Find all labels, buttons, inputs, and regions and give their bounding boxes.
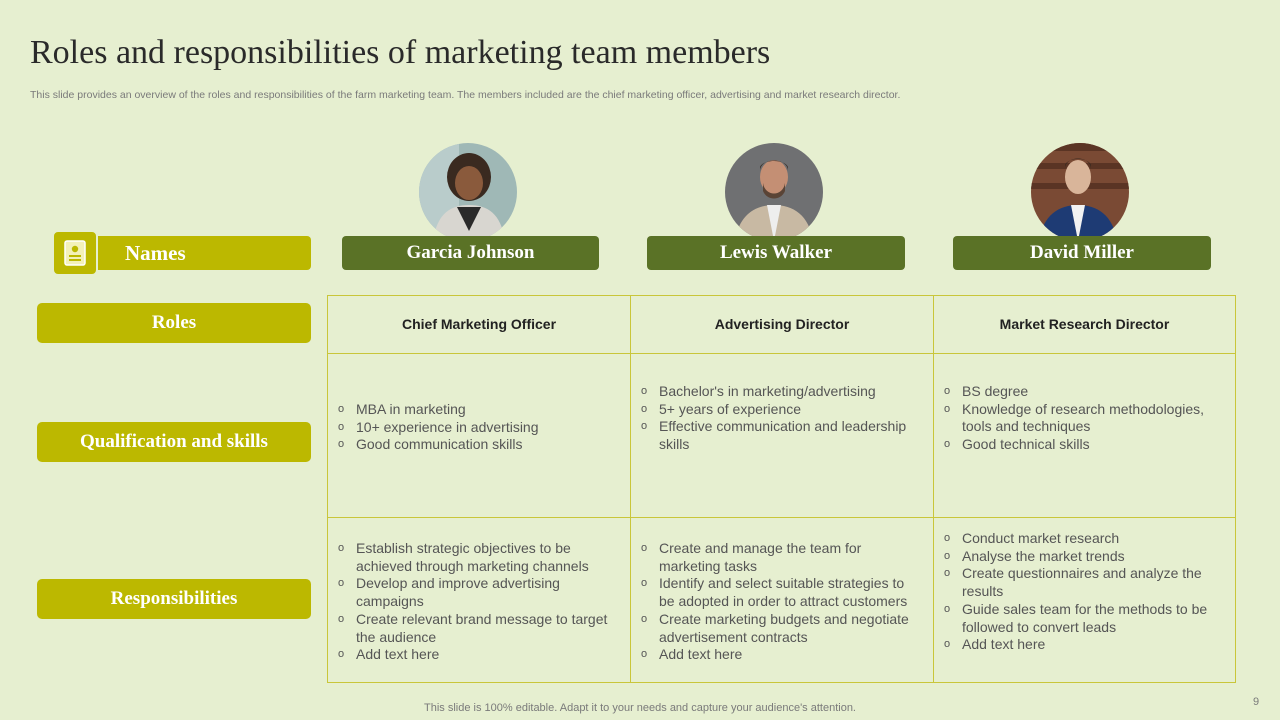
list-item: o Guide sales team for the methods to be followed to convert leads	[944, 601, 1223, 636]
qualification-list	[631, 383, 933, 454]
list-item: o MBA in marketing	[338, 401, 539, 419]
id-card-icon	[52, 230, 98, 276]
list-item: o Add text here	[338, 646, 618, 664]
list-item: o 10+ experience in advertising	[338, 419, 539, 437]
slide-footer: This slide is 100% editable. Adapt it to your needs and capture your audience's attention.	[424, 702, 856, 714]
team-table	[327, 295, 1236, 683]
list-item: o Add text here	[944, 636, 1223, 654]
slide-subtitle: This slide provides an overview of the roles and responsibilities of the farm marketing team. The members included are the chief marketing officer, advertising and market research director.	[30, 89, 901, 101]
list-item: o Create marketing budgets and negotiate advertisement contracts	[641, 611, 921, 646]
man-suit-photo-icon	[1031, 143, 1129, 241]
role-cell: Market Research Director	[934, 296, 1235, 354]
list-item: o Create relevant brand message to target the audience	[338, 611, 618, 646]
responsibilities-label: Responsibilities	[37, 579, 311, 619]
role-cell: Advertising Director	[631, 296, 934, 354]
list-item: o Add text here	[641, 646, 921, 664]
list-item: o Good communication skills	[338, 436, 539, 454]
member-name-pill: Lewis Walker	[647, 236, 905, 270]
list-item: o 5+ years of experience	[641, 401, 921, 419]
avatar-garcia-johnson	[419, 143, 517, 241]
qualification-cell	[328, 354, 631, 518]
list-item: o Develop and improve advertising campaigns	[338, 575, 618, 610]
responsibilities-list	[328, 540, 630, 664]
list-item: o Conduct market research	[944, 530, 1223, 548]
avatar-lewis-walker	[725, 143, 823, 241]
responsibilities-list	[631, 540, 933, 664]
qualification-cell	[631, 354, 934, 518]
list-item: o Bachelor's in marketing/advertising	[641, 383, 921, 401]
member-name-pill: David Miller	[953, 236, 1211, 270]
roles-label: Roles	[37, 303, 311, 343]
qualification-cell	[934, 354, 1235, 518]
qualification-list	[934, 383, 1235, 454]
woman-photo-icon	[419, 143, 517, 241]
page-number: 9	[1253, 696, 1260, 708]
list-item: o Create and manage the team for marketing tasks	[641, 540, 921, 575]
avatar-david-miller	[1031, 143, 1129, 241]
list-item: o Establish strategic objectives to be achieved through marketing channels	[338, 540, 618, 575]
list-item: o Identify and select suitable strategies to be adopted in order to attract customers	[641, 575, 921, 610]
qualification-list	[328, 401, 551, 454]
role-cell: Chief Marketing Officer	[328, 296, 631, 354]
list-item: o BS degree	[944, 383, 1223, 401]
slide-title: Roles and responsibilities of marketing team members	[30, 34, 771, 71]
responsibilities-cell	[934, 518, 1235, 682]
qualification-label: Qualification and skills	[37, 422, 311, 462]
names-label: Names	[125, 240, 186, 265]
list-item: o Knowledge of research methodologies, tools and techniques	[944, 401, 1223, 436]
responsibilities-cell	[328, 518, 631, 682]
member-name-pill: Garcia Johnson	[342, 236, 599, 270]
list-item: o Effective communication and leadership skills	[641, 418, 921, 453]
man-photo-icon	[725, 143, 823, 241]
responsibilities-list	[934, 530, 1235, 654]
list-item: o Create questionnaires and analyze the results	[944, 565, 1223, 600]
list-item: o Good technical skills	[944, 436, 1223, 454]
responsibilities-cell	[631, 518, 934, 682]
list-item: o Analyse the market trends	[944, 548, 1223, 566]
